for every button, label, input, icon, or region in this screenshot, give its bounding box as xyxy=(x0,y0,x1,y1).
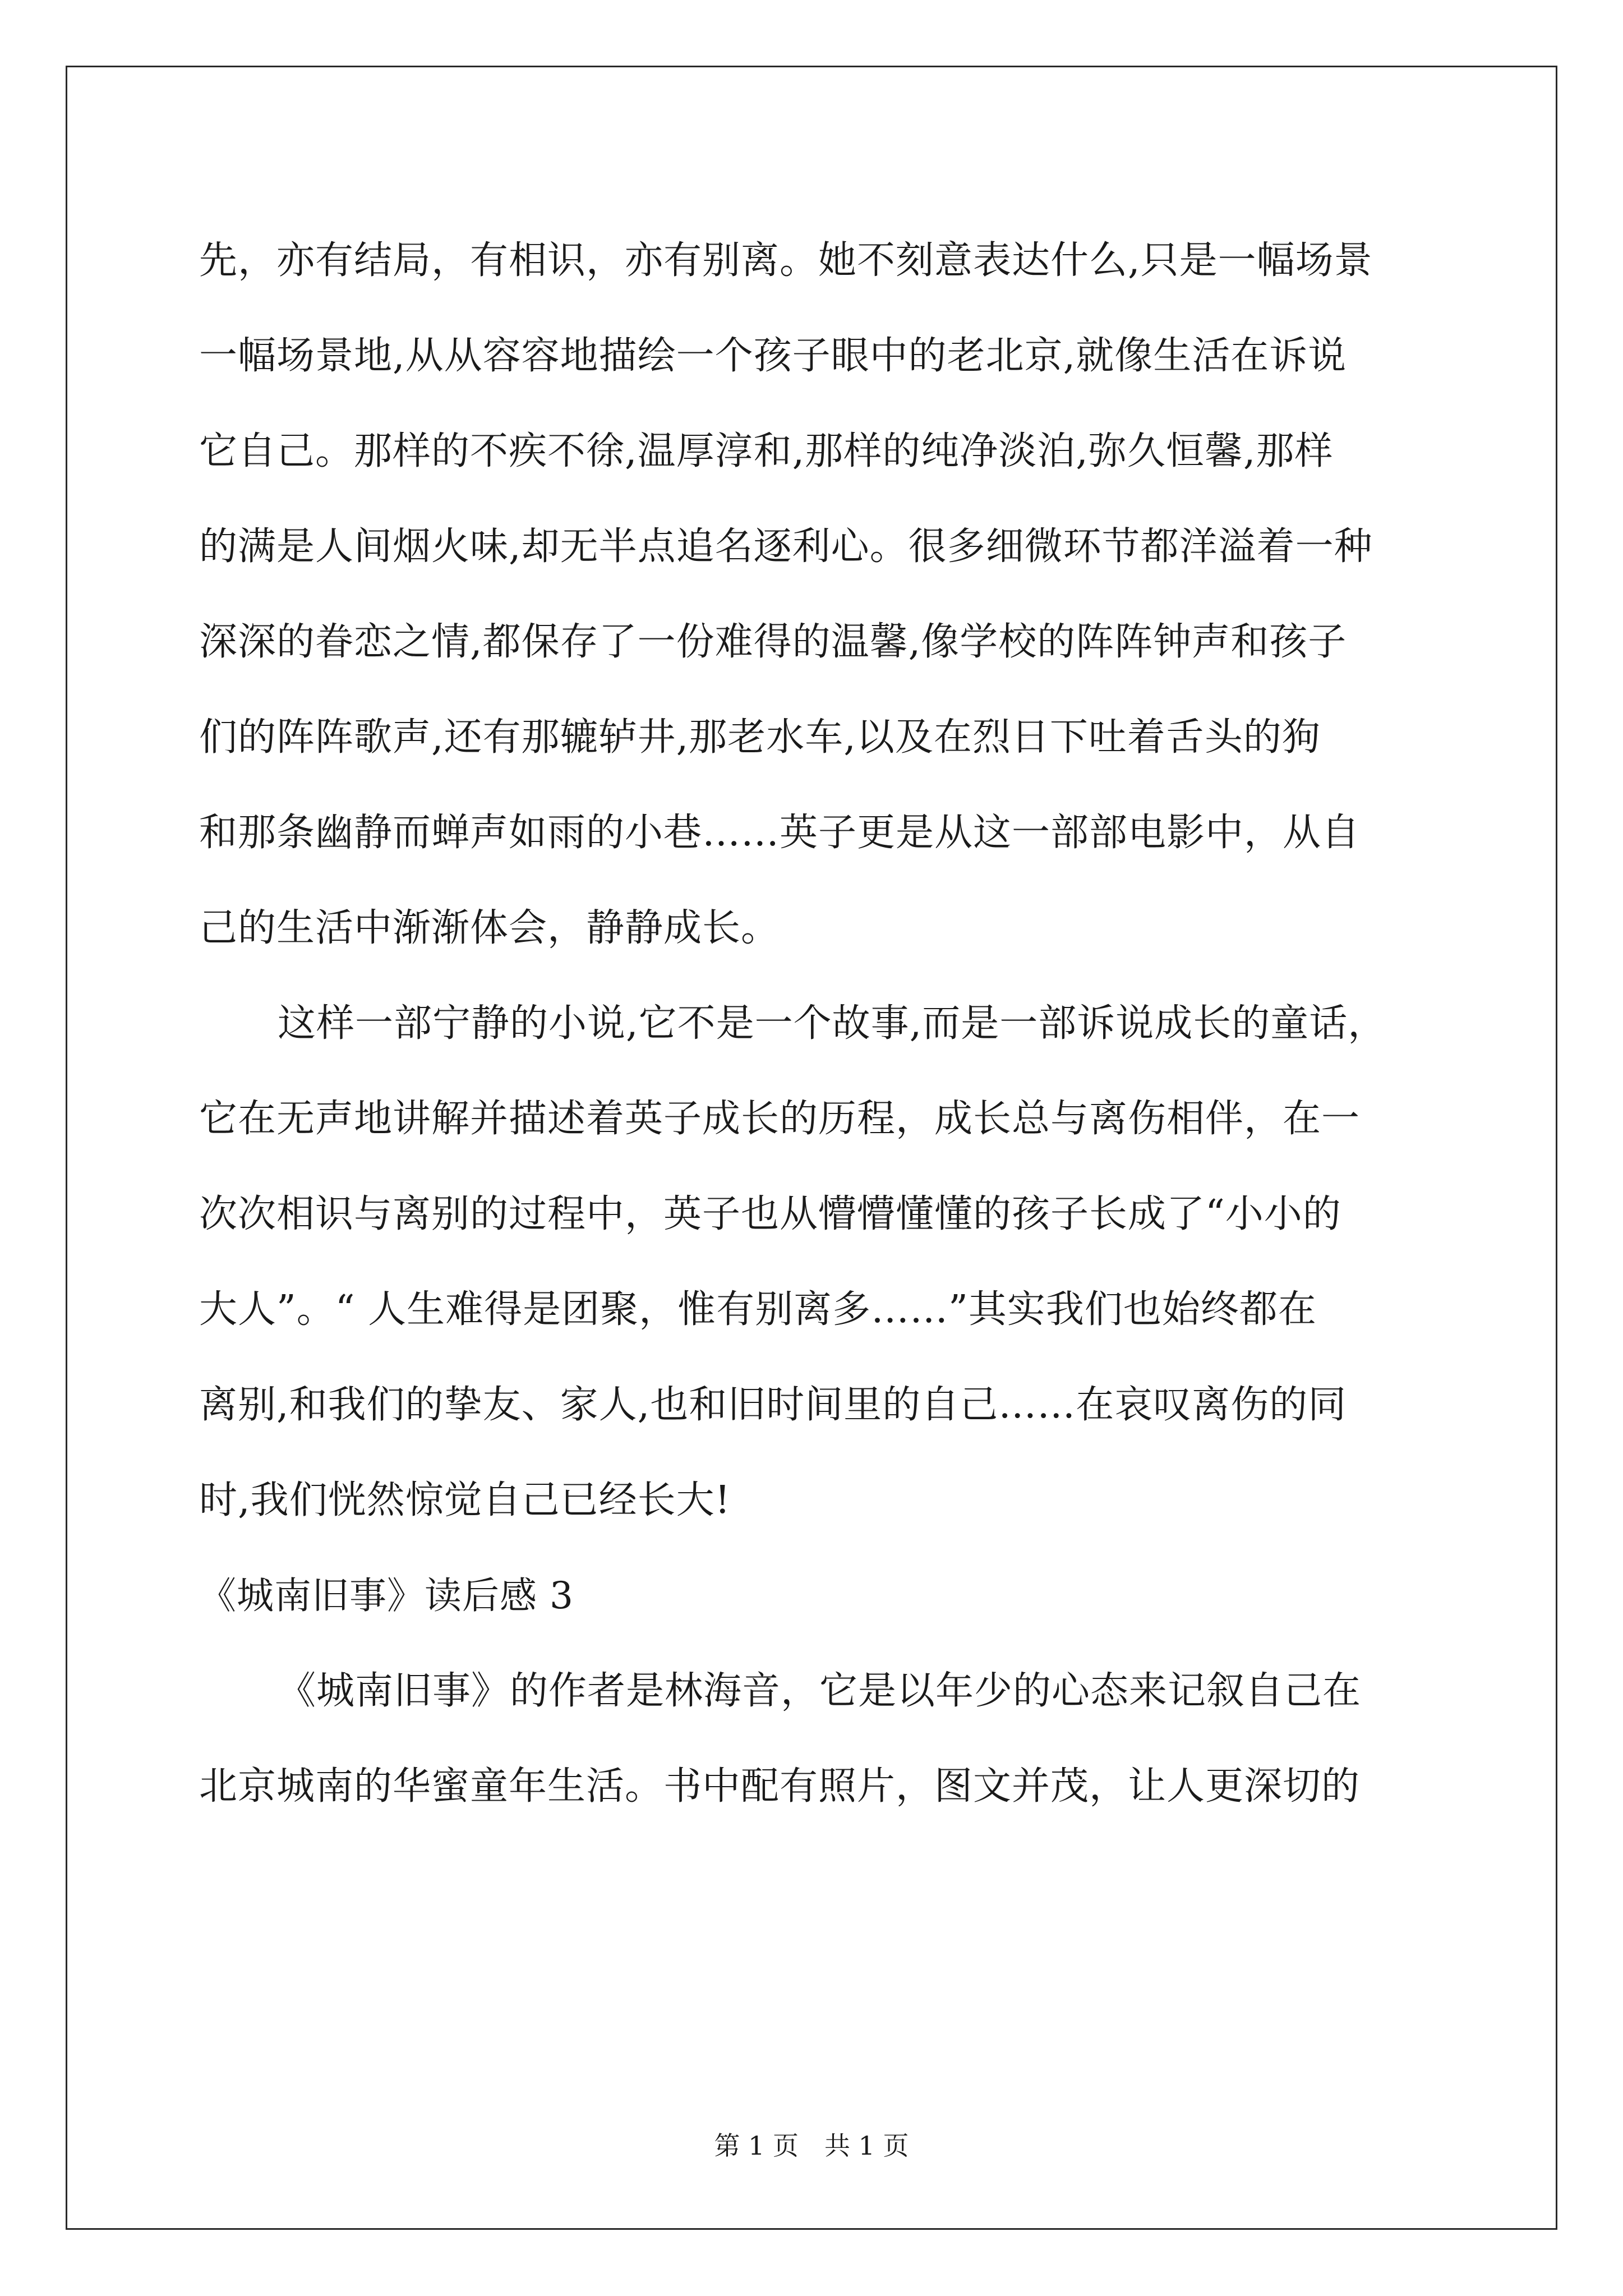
text-line: 深深的眷恋之情,都保存了一份难得的温馨,像学校的阵阵钟声和孩子 xyxy=(199,620,1347,664)
text-line: 它在无声地讲解并描述着英子成长的历程，成长总与离伤相伴，在一 xyxy=(199,1097,1361,1141)
paragraph-2 xyxy=(199,976,1433,1548)
text-line: 北京城南的华蜜童年生活。书中配有照片，图文并茂，让人更深切的 xyxy=(199,1764,1361,1809)
page-number-footer: 第 1 页 共 1 页 xyxy=(714,2131,909,2161)
text-line: 们的阵阵歌声,还有那辘轳井,那老水车,以及在烈日下吐着舌头的狗 xyxy=(199,715,1321,760)
section-heading: 《城南旧事》读后感 3 xyxy=(199,1574,574,1617)
text-line: 己的生活中渐渐体会，静静成长。 xyxy=(199,906,780,950)
text-line: 离别,和我们的挚友、家人,也和旧时间里的自己……在哀叹离伤的同 xyxy=(199,1383,1347,1427)
text-line: 和那条幽静而蝉声如雨的小巷……英子更是从这一部部电影中，从自 xyxy=(199,811,1361,855)
paragraph-3 xyxy=(199,1644,1433,1834)
text-line: 《城南旧事》的作者是林海音，它是以年少的心态来记叙自己在 xyxy=(278,1669,1362,1713)
text-line: 一幅场景地,从从容容地描绘一个孩子眼中的老北京,就像生活在诉说 xyxy=(199,334,1347,378)
document-body xyxy=(199,213,1433,1834)
text-line: 先，亦有结局，有相识，亦有别离。她不刻意表达什么,只是一幅场景 xyxy=(199,238,1373,283)
text-line: 这样一部宁静的小说,它不是一个故事,而是一部诉说成长的童话， xyxy=(278,1001,1387,1046)
paragraph-1 xyxy=(199,213,1433,976)
text-line: 它自己。那样的不疾不徐,温厚淳和,那样的纯净淡泊,弥久恒馨,那样 xyxy=(199,429,1334,473)
text-line: 次次相识与离别的过程中，英子也从懵懵懂懂的孩子长成了“小小的 xyxy=(199,1192,1341,1236)
text-line: 的满是人间烟火味,却无半点追名逐利心。很多细微环节都洋溢着一种 xyxy=(199,524,1373,569)
text-line: 时,我们恍然惊觉自己已经长大! xyxy=(199,1478,731,1522)
text-line: 大人”。“ 人生难得是团聚，惟有别离多……”其实我们也始终都在 xyxy=(199,1287,1317,1332)
